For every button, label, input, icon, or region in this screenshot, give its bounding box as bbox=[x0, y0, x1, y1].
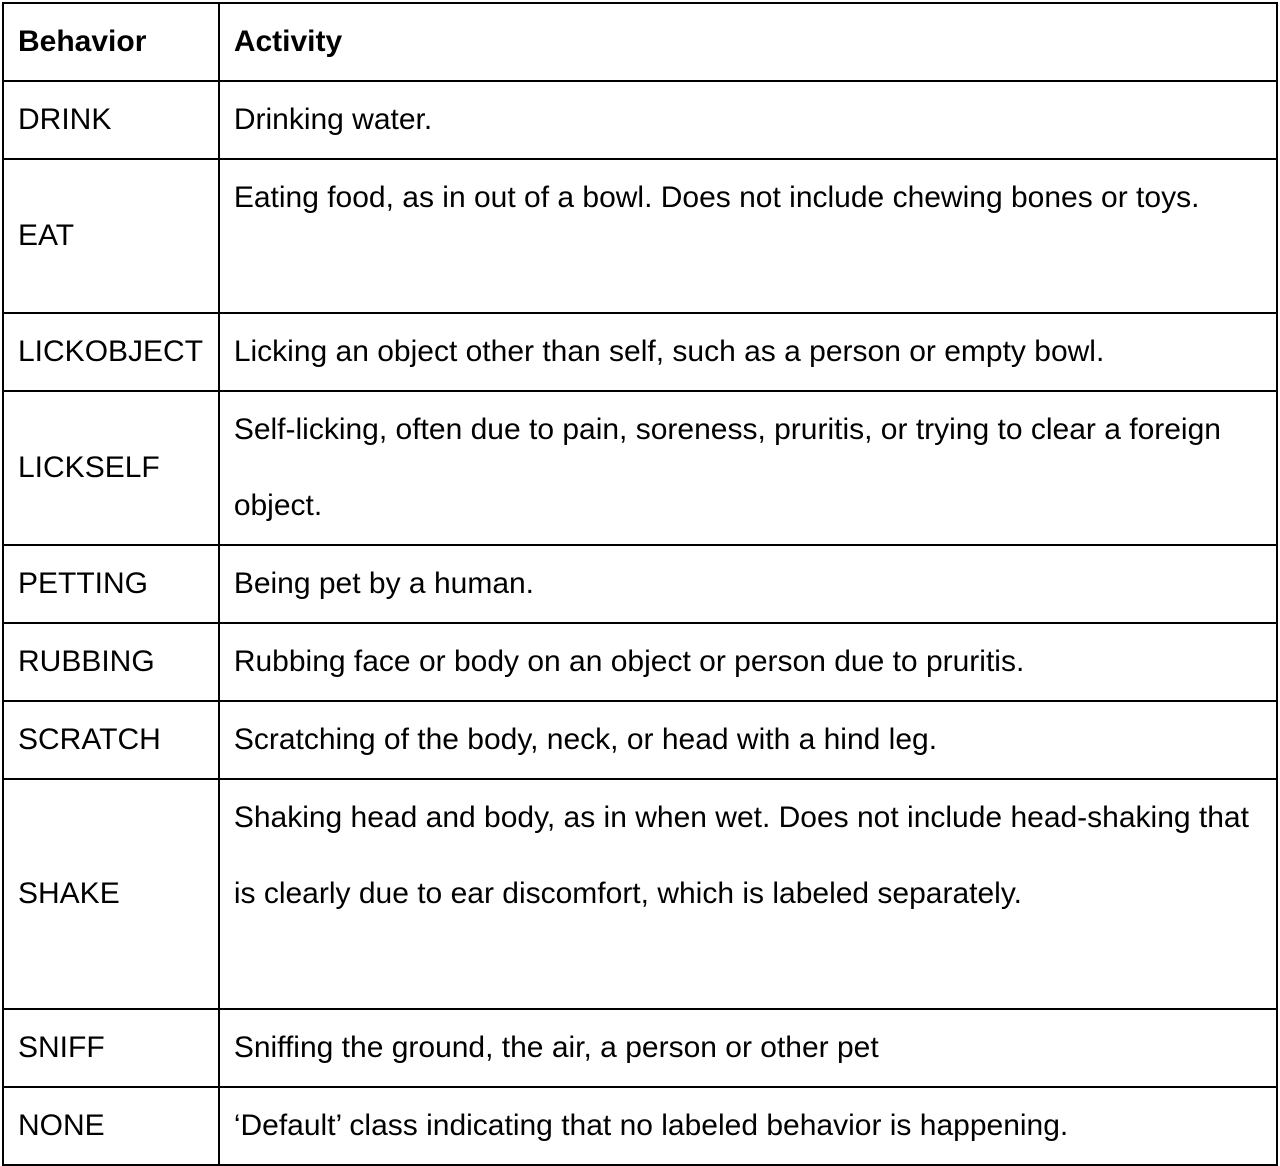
behavior-cell: DRINK bbox=[3, 81, 219, 159]
header-behavior: Behavior bbox=[3, 3, 219, 81]
table-row bbox=[3, 1087, 1277, 1165]
table-row bbox=[3, 81, 1277, 159]
table-row bbox=[3, 313, 1277, 391]
behavior-cell: RUBBING bbox=[3, 623, 219, 701]
table-row bbox=[3, 159, 1277, 313]
behavior-cell: LICKOBJECT bbox=[3, 313, 219, 391]
table-row bbox=[3, 1009, 1277, 1087]
behavior-table bbox=[2, 2, 1278, 1166]
behavior-cell: PETTING bbox=[3, 545, 219, 623]
behavior-cell: SHAKE bbox=[3, 779, 219, 1009]
behavior-cell: SNIFF bbox=[3, 1009, 219, 1087]
header-activity: Activity bbox=[219, 3, 1277, 81]
activity-cell: Shaking head and body, as in when wet. Does not include head-shaking that is clearly due to ear discomfort, which is labeled separately. bbox=[219, 779, 1277, 1009]
activity-cell: Sniffing the ground, the air, a person or other pet bbox=[219, 1009, 1277, 1087]
activity-cell: Licking an object other than self, such as a person or empty bowl. bbox=[219, 313, 1277, 391]
table-header-row bbox=[3, 3, 1277, 81]
behavior-cell: EAT bbox=[3, 159, 219, 313]
table-row bbox=[3, 391, 1277, 545]
activity-cell: Eating food, as in out of a bowl. Does not include chewing bones or toys. bbox=[219, 159, 1277, 313]
activity-cell: Scratching of the body, neck, or head with a hind leg. bbox=[219, 701, 1277, 779]
activity-cell: ‘Default’ class indicating that no labeled behavior is happening. bbox=[219, 1087, 1277, 1165]
activity-cell: Rubbing face or body on an object or person due to pruritis. bbox=[219, 623, 1277, 701]
behavior-cell: SCRATCH bbox=[3, 701, 219, 779]
table-row bbox=[3, 545, 1277, 623]
activity-cell: Drinking water. bbox=[219, 81, 1277, 159]
table-row bbox=[3, 779, 1277, 1009]
table-row bbox=[3, 623, 1277, 701]
table-row bbox=[3, 701, 1277, 779]
behavior-cell: LICKSELF bbox=[3, 391, 219, 545]
activity-cell: Being pet by a human. bbox=[219, 545, 1277, 623]
activity-cell: Self-licking, often due to pain, soreness, pruritis, or trying to clear a foreign object. bbox=[219, 391, 1277, 545]
behavior-cell: NONE bbox=[3, 1087, 219, 1165]
